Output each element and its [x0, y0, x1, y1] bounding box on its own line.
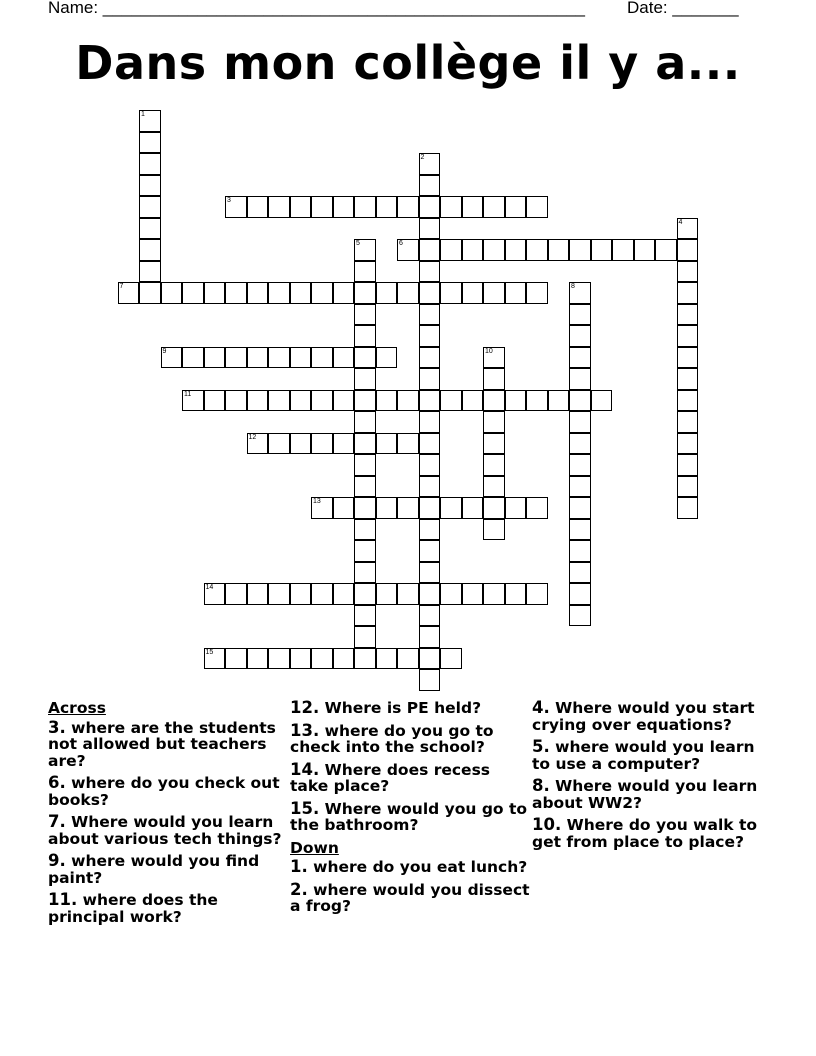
grid-cell[interactable] [376, 433, 398, 455]
grid-cell[interactable] [677, 368, 699, 390]
clue-number: 10. [532, 815, 562, 834]
grid-cell[interactable] [569, 239, 591, 261]
grid-cell[interactable] [290, 347, 312, 369]
grid-cell[interactable] [397, 583, 419, 605]
clue-number: 9. [48, 851, 66, 870]
clue-number: 12. [290, 698, 320, 717]
grid-cell[interactable] [225, 390, 247, 412]
grid-cell[interactable] [354, 605, 376, 627]
grid-cell[interactable] [354, 390, 376, 412]
grid-cell[interactable] [354, 540, 376, 562]
grid-cell[interactable] [677, 304, 699, 326]
clue-across-15 [290, 798, 530, 834]
grid-cell[interactable] [290, 648, 312, 670]
clue-across-6 [48, 775, 288, 808]
grid-cell[interactable] [677, 390, 699, 412]
grid-cell[interactable] [333, 583, 355, 605]
grid-cell[interactable] [526, 282, 548, 304]
grid-cell[interactable] [677, 325, 699, 347]
grid-cell[interactable] [139, 239, 161, 261]
grid-cell[interactable] [569, 476, 591, 498]
grid-cell[interactable] [569, 583, 591, 605]
cell-number: 11 [184, 390, 192, 398]
grid-cell[interactable] [677, 433, 699, 455]
grid-cell[interactable] [268, 433, 290, 455]
clue-text: Where do you walk to get from place to place? [532, 816, 758, 851]
grid-cell[interactable] [268, 583, 290, 605]
grid-cell[interactable] [569, 454, 591, 476]
grid-cell[interactable] [139, 218, 161, 240]
clue-text: where would you learn to use a computer? [532, 738, 755, 773]
grid-cell[interactable] [139, 282, 161, 304]
grid-cell[interactable] [333, 196, 355, 218]
grid-cell[interactable] [139, 196, 161, 218]
cell-number: 15 [205, 648, 214, 656]
grid-cell[interactable] [419, 368, 441, 390]
grid-cell[interactable] [440, 390, 462, 412]
grid-cell[interactable] [462, 497, 484, 519]
clue-across-14 [290, 759, 530, 795]
grid-cell[interactable] [311, 390, 333, 412]
cell-number: 9 [162, 347, 167, 355]
grid-cell[interactable] [333, 497, 355, 519]
grid-cell[interactable] [483, 519, 505, 541]
cell-number: 6 [399, 240, 403, 247]
grid-cell[interactable] [354, 239, 376, 261]
grid-cell[interactable] [397, 648, 419, 670]
clue-across-12 [290, 700, 530, 717]
grid-cell[interactable] [526, 583, 548, 605]
grid-cell[interactable] [354, 583, 376, 605]
clue-number: 6. [48, 773, 66, 792]
grid-cell[interactable] [505, 282, 527, 304]
grid-cell[interactable] [204, 390, 226, 412]
grid-cell[interactable] [225, 648, 247, 670]
cell-number: 10 [485, 347, 493, 355]
grid-cell[interactable] [333, 390, 355, 412]
grid-cell[interactable] [483, 497, 505, 519]
clue-text: where does the principal work? [48, 891, 218, 926]
clue-text: where do you check out books? [48, 774, 280, 809]
grid-cell[interactable] [419, 218, 441, 240]
clue-down-8 [532, 778, 772, 811]
grid-cell[interactable] [268, 196, 290, 218]
grid-cell[interactable] [419, 669, 441, 691]
grid-cell[interactable] [483, 282, 505, 304]
grid-cell[interactable] [290, 583, 312, 605]
clue-across-11 [48, 892, 288, 925]
grid-cell[interactable] [354, 433, 376, 455]
grid-cell[interactable] [526, 390, 548, 412]
grid-cell[interactable] [505, 497, 527, 519]
grid-cell[interactable] [290, 196, 312, 218]
grid-cell[interactable] [419, 153, 441, 175]
grid-cell[interactable] [182, 347, 204, 369]
grid-cell[interactable] [419, 325, 441, 347]
grid-cell[interactable] [569, 368, 591, 390]
grid-cell[interactable] [354, 368, 376, 390]
grid-cell[interactable] [569, 282, 591, 304]
grid-cell[interactable] [419, 497, 441, 519]
grid-cell[interactable] [333, 648, 355, 670]
grid-cell[interactable] [311, 583, 333, 605]
grid-cell[interactable] [397, 497, 419, 519]
clue-text: where are the students not allowed but teachers are? [48, 718, 276, 770]
grid-cell[interactable] [655, 239, 677, 261]
grid-cell[interactable] [139, 175, 161, 197]
grid-cell[interactable] [139, 110, 161, 132]
grid-cell[interactable] [569, 433, 591, 455]
grid-cell[interactable] [483, 454, 505, 476]
cell-number: 13 [313, 498, 321, 505]
grid-cell[interactable] [419, 605, 441, 627]
clue-number: 3. [48, 717, 66, 737]
grid-cell[interactable] [462, 282, 484, 304]
grid-cell[interactable] [419, 347, 441, 369]
clue-down-10 [532, 817, 772, 850]
clue-column-2 [290, 700, 530, 921]
grid-cell[interactable] [462, 239, 484, 261]
grid-cell[interactable] [569, 304, 591, 326]
cell-number: 3 [227, 197, 231, 204]
grid-cell[interactable] [483, 196, 505, 218]
grid-cell[interactable] [419, 175, 441, 197]
date-field: Date: _______ [627, 0, 739, 17]
grid-cell[interactable] [225, 282, 247, 304]
grid-cell[interactable] [419, 239, 441, 261]
grid-cell[interactable] [591, 239, 613, 261]
clue-text: Where is PE held? [324, 699, 482, 717]
grid-cell[interactable] [247, 390, 269, 412]
clue-number: 15. [290, 798, 320, 818]
grid-cell[interactable] [505, 239, 527, 261]
grid-cell[interactable] [419, 540, 441, 562]
grid-cell[interactable] [397, 196, 419, 218]
grid-cell[interactable] [354, 304, 376, 326]
clue-across-13 [290, 720, 530, 756]
grid-cell[interactable] [247, 282, 269, 304]
grid-cell[interactable] [290, 282, 312, 304]
grid-cell[interactable] [290, 390, 312, 412]
grid-cell[interactable] [462, 390, 484, 412]
grid-cell[interactable] [376, 648, 398, 670]
grid-cell[interactable] [311, 433, 333, 455]
grid-cell[interactable] [376, 347, 398, 369]
grid-cell[interactable] [182, 282, 204, 304]
clue-text: where do you eat lunch? [313, 858, 528, 876]
grid-cell[interactable] [247, 433, 269, 455]
grid-cell[interactable] [548, 239, 570, 261]
cell-number: 4 [678, 218, 683, 226]
grid-cell[interactable] [612, 239, 634, 261]
grid-cell[interactable] [354, 476, 376, 498]
grid-cell[interactable] [419, 626, 441, 648]
grid-cell[interactable] [526, 196, 548, 218]
grid-cell[interactable] [290, 433, 312, 455]
grid-cell[interactable] [677, 411, 699, 433]
grid-cell[interactable] [354, 325, 376, 347]
grid-cell[interactable] [440, 583, 462, 605]
clue-number: 14. [290, 759, 320, 779]
clue-number: 4. [532, 698, 550, 717]
grid-cell[interactable] [677, 476, 699, 498]
grid-cell[interactable] [591, 390, 613, 412]
grid-cell[interactable] [204, 282, 226, 304]
grid-cell[interactable] [462, 196, 484, 218]
grid-cell[interactable] [354, 411, 376, 433]
grid-cell[interactable] [569, 519, 591, 541]
grid-cell[interactable] [247, 648, 269, 670]
grid-cell[interactable] [569, 325, 591, 347]
clue-down-2 [290, 879, 530, 915]
grid-cell[interactable] [376, 282, 398, 304]
clue-text: where do you go to check into the school? [290, 721, 494, 756]
clue-number: 2. [290, 879, 308, 899]
clue-column-1 [48, 700, 288, 931]
grid-cell[interactable] [419, 411, 441, 433]
grid-cell[interactable] [569, 562, 591, 584]
clue-across-3 [48, 717, 288, 770]
grid-cell[interactable] [397, 239, 419, 261]
grid-cell[interactable] [397, 282, 419, 304]
grid-cell[interactable] [311, 497, 333, 519]
grid-cell[interactable] [311, 648, 333, 670]
grid-cell[interactable] [526, 497, 548, 519]
grid-cell[interactable] [354, 282, 376, 304]
grid-cell[interactable] [354, 196, 376, 218]
grid-cell[interactable] [268, 347, 290, 369]
grid-cell[interactable] [419, 562, 441, 584]
grid-cell[interactable] [354, 347, 376, 369]
clue-text: where would you find paint? [48, 852, 260, 887]
grid-cell[interactable] [419, 282, 441, 304]
grid-cell[interactable] [268, 648, 290, 670]
clue-text: Where would you go to the bathroom? [290, 799, 528, 834]
grid-cell[interactable] [354, 562, 376, 584]
grid-cell[interactable] [483, 433, 505, 455]
clue-number: 1. [290, 857, 308, 876]
grid-cell[interactable] [161, 347, 183, 369]
cell-number: 2 [420, 154, 425, 161]
grid-cell[interactable] [311, 196, 333, 218]
grid-cell[interactable] [354, 454, 376, 476]
grid-cell[interactable] [376, 390, 398, 412]
grid-cell[interactable] [311, 282, 333, 304]
clue-number: 13. [290, 720, 320, 740]
grid-cell[interactable] [419, 390, 441, 412]
grid-cell[interactable] [419, 433, 441, 455]
grid-cell[interactable] [483, 476, 505, 498]
grid-cell[interactable] [419, 519, 441, 541]
grid-cell[interactable] [247, 347, 269, 369]
grid-cell[interactable] [376, 497, 398, 519]
clue-across-9 [48, 853, 288, 886]
grid-cell[interactable] [376, 583, 398, 605]
grid-cell[interactable] [419, 648, 441, 670]
grid-cell[interactable] [419, 476, 441, 498]
grid-cell[interactable] [225, 347, 247, 369]
grid-cell[interactable] [354, 261, 376, 283]
grid-cell[interactable] [333, 347, 355, 369]
grid-cell[interactable] [354, 519, 376, 541]
grid-cell[interactable] [569, 390, 591, 412]
clue-text: Where does recess take place? [290, 760, 491, 795]
grid-cell[interactable] [483, 239, 505, 261]
grid-cell[interactable] [139, 153, 161, 175]
grid-cell[interactable] [204, 347, 226, 369]
grid-cell[interactable] [483, 583, 505, 605]
clue-text: Where would you learn about various tech things? [48, 813, 282, 848]
clue-number: 8. [532, 776, 550, 795]
grid-cell[interactable] [677, 347, 699, 369]
grid-cell[interactable] [483, 411, 505, 433]
grid-cell[interactable] [161, 282, 183, 304]
grid-cell[interactable] [204, 648, 226, 670]
grid-cell[interactable] [397, 390, 419, 412]
clue-down-4 [532, 700, 772, 733]
grid-cell[interactable] [569, 605, 591, 627]
grid-cell[interactable] [419, 454, 441, 476]
grid-cell[interactable] [354, 497, 376, 519]
grid-cell[interactable] [354, 626, 376, 648]
grid-cell[interactable] [440, 648, 462, 670]
grid-cell[interactable] [505, 196, 527, 218]
grid-cell[interactable] [569, 497, 591, 519]
clue-text: Where would you start crying over equations? [532, 699, 755, 734]
grid-cell[interactable] [677, 261, 699, 283]
grid-cell[interactable] [397, 433, 419, 455]
grid-cell[interactable] [139, 132, 161, 154]
grid-cell[interactable] [419, 304, 441, 326]
grid-cell[interactable] [268, 282, 290, 304]
grid-cell[interactable] [677, 497, 699, 519]
grid-cell[interactable] [182, 390, 204, 412]
grid-cell[interactable] [354, 648, 376, 670]
grid-cell[interactable] [677, 282, 699, 304]
grid-cell[interactable] [526, 239, 548, 261]
grid-cell[interactable] [419, 261, 441, 283]
cell-number: 8 [571, 283, 575, 290]
grid-cell[interactable] [247, 196, 269, 218]
grid-cell[interactable] [483, 368, 505, 390]
grid-cell[interactable] [569, 347, 591, 369]
clue-number: 11. [48, 890, 78, 909]
grid-cell[interactable] [483, 390, 505, 412]
clue-down-1 [290, 859, 530, 876]
grid-cell[interactable] [462, 583, 484, 605]
down-heading: Down [290, 838, 339, 857]
cell-number: 12 [248, 433, 257, 441]
grid-cell[interactable] [333, 282, 355, 304]
clue-number: 5. [532, 737, 550, 756]
name-field: Name: ___________________________________________________ [48, 0, 585, 17]
grid-cell[interactable] [677, 218, 699, 240]
clue-number: 7. [48, 812, 66, 831]
grid-cell[interactable] [505, 390, 527, 412]
clue-across-7 [48, 814, 288, 847]
grid-cell[interactable] [247, 583, 269, 605]
grid-cell[interactable] [376, 196, 398, 218]
cell-number: 5 [356, 240, 360, 247]
grid-cell[interactable] [440, 196, 462, 218]
cell-number: 7 [119, 283, 124, 290]
grid-cell[interactable] [440, 282, 462, 304]
grid-cell[interactable] [677, 454, 699, 476]
grid-cell[interactable] [419, 583, 441, 605]
cell-number: 1 [141, 111, 145, 118]
grid-cell[interactable] [505, 583, 527, 605]
clue-down-5 [532, 739, 772, 772]
grid-cell[interactable] [548, 390, 570, 412]
grid-cell[interactable] [569, 411, 591, 433]
grid-cell[interactable] [419, 196, 441, 218]
across-heading: Across [48, 699, 106, 717]
page-title: Dans mon collège il y a... [75, 36, 741, 90]
cell-number: 14 [205, 584, 214, 591]
grid-cell[interactable] [440, 239, 462, 261]
grid-cell[interactable] [634, 239, 656, 261]
clue-text: Where would you learn about WW2? [532, 777, 758, 812]
grid-cell[interactable] [569, 540, 591, 562]
grid-cell[interactable] [118, 282, 140, 304]
grid-cell[interactable] [333, 433, 355, 455]
grid-cell[interactable] [139, 261, 161, 283]
grid-cell[interactable] [483, 347, 505, 369]
clue-column-3 [532, 700, 772, 856]
grid-cell[interactable] [225, 583, 247, 605]
grid-cell[interactable] [440, 497, 462, 519]
clue-text: where would you dissect a frog? [290, 880, 530, 915]
grid-cell[interactable] [204, 583, 226, 605]
grid-cell[interactable] [311, 347, 333, 369]
grid-cell[interactable] [225, 196, 247, 218]
grid-cell[interactable] [677, 239, 699, 261]
grid-cell[interactable] [268, 390, 290, 412]
